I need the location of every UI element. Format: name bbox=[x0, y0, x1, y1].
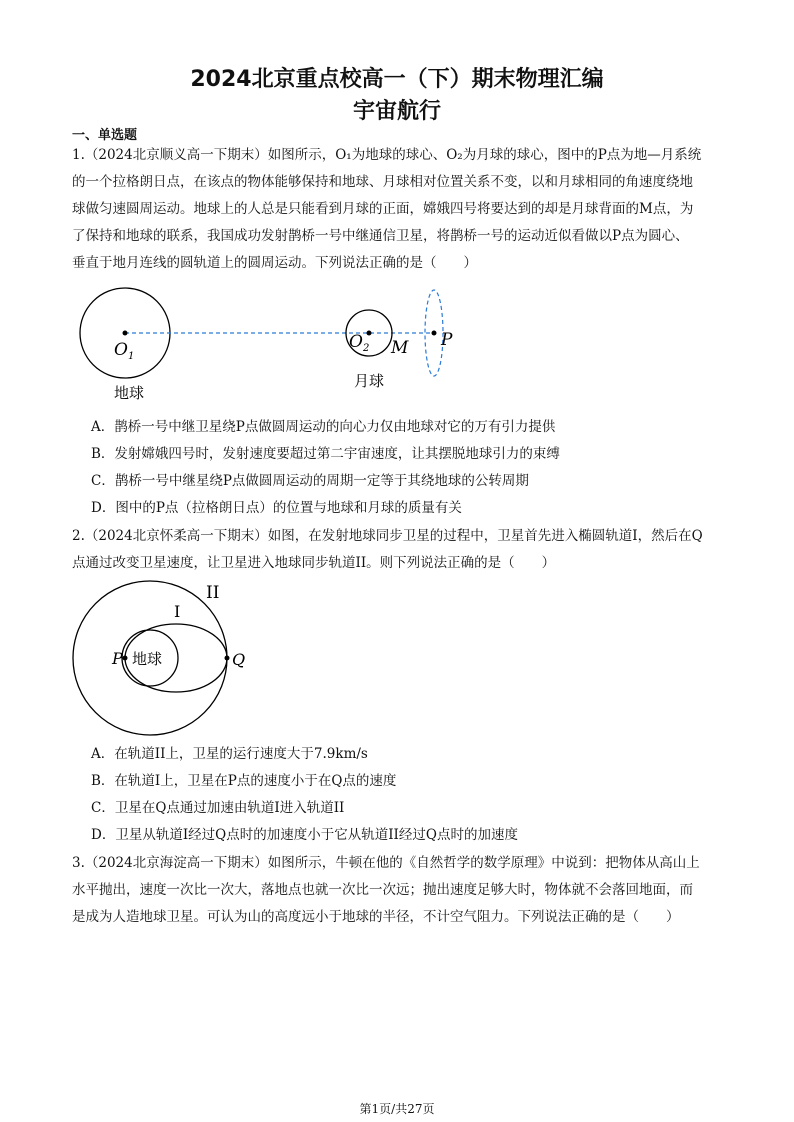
orbit-1-label: I bbox=[174, 602, 181, 621]
q1-option-d: D．图中的P点（拉格朗日点）的位置与地球和月球的质量有关 bbox=[91, 500, 462, 516]
q2-line-1: 2.（2024北京怀柔高一下期末）如图，在发射地球同步卫星的过程中，卫星首先进入椭圆轨道I，然后在Q bbox=[72, 528, 703, 544]
orbit-2-label: II bbox=[206, 583, 220, 603]
page-subtitle: 宇宙航行 bbox=[352, 99, 441, 124]
moon-center-dot bbox=[367, 331, 372, 336]
earth-label: 地球 bbox=[114, 384, 145, 402]
page-footer: 第1页/共27页 bbox=[359, 1102, 435, 1116]
q2-option-a: A．在轨道II上，卫星的运行速度大于7.9km/s bbox=[91, 746, 368, 762]
q1-line-1: 1.（2024北京顺义高一下期末）如图所示，O₁为地球的球心、O₂为月球的球心，图中的P点为地—月系统 bbox=[72, 147, 702, 163]
q1-line-5: 垂直于地月连线的圆轨道上的圆周运动。下列说法正确的是（ ） bbox=[72, 255, 477, 271]
page-title: 2024北京重点校高一（下）期末物理汇编 bbox=[190, 67, 604, 92]
q1-option-c: C．鹊桥一号中继星绕P点做圆周运动的周期一定等于其绕地球的公转周期 bbox=[91, 473, 529, 489]
q2-option-d: D．卫星从轨道I经过Q点时的加速度小于它从轨道II经过Q点时的加速度 bbox=[91, 827, 518, 843]
m-point-label: M bbox=[391, 338, 409, 358]
q3-line-2: 水平抛出，速度一次比一次大，落地点也就一次比一次远；抛出速度足够大时，物体就不会落回地面，而 bbox=[72, 882, 693, 898]
p-point-dot bbox=[123, 656, 128, 661]
q1-option-a: A．鹊桥一号中继卫星绕P点做圆周运动的向心力仅由地球对它的万有引力提供 bbox=[91, 419, 556, 435]
earth-center-dot bbox=[123, 331, 128, 336]
moon-center-label: $O_2$ bbox=[349, 332, 370, 354]
q3-line-1: 3.（2024北京海淀高一下期末）如图所示，牛顿在他的《自然哲学的数学原理》中说到：把物体从高山上 bbox=[72, 855, 700, 871]
q3-line-3: 是成为人造地球卫星。可认为山的高度远小于地球的半径，不计空气阻力。下列说法正确的是（ ） bbox=[72, 909, 680, 925]
q1-line-3: 球做匀速圆周运动。地球上的人总是只能看到月球的正面，嫦娥四号将要达到的却是月球背面的M点，为 bbox=[72, 201, 694, 217]
p-point-label: P bbox=[112, 649, 123, 668]
q2-option-b: B．在轨道I上，卫星在P点的速度小于在Q点的速度 bbox=[91, 773, 397, 789]
q2-option-c: C．卫星在Q点通过加速由轨道I进入轨道II bbox=[91, 800, 345, 816]
q2-line-2: 点通过改变卫星速度，让卫星进入地球同步轨道II。则下列说法正确的是（ ） bbox=[72, 555, 556, 571]
q1-option-b: B．发射嫦娥四号时，发射速度要超过第二宇宙速度，让其摆脱地球引力的束缚 bbox=[91, 446, 560, 462]
p-point-label: P bbox=[441, 330, 453, 350]
section-heading: 一、单选题 bbox=[72, 128, 138, 143]
moon-label: 月球 bbox=[354, 372, 385, 390]
q1-line-2: 的一个拉格朗日点，在该点的物体能够保持和地球、月球相对位置关系不变，以和月球相同的角速度绕地 bbox=[72, 174, 693, 190]
q-point-label: Q bbox=[232, 650, 246, 669]
earth-label: 地球 bbox=[132, 650, 163, 668]
q1-earth-moon-figure bbox=[72, 285, 492, 415]
q2-orbit-figure bbox=[66, 578, 256, 738]
p-point-dot bbox=[432, 331, 437, 336]
q1-line-4: 了保持和地球的联系，我国成功发射鹊桥一号中继通信卫星，将鹊桥一号的运动近似看做以P点为圆心、 bbox=[72, 228, 689, 244]
earth-center-label: $O_1$ bbox=[114, 340, 135, 362]
q-point-dot bbox=[225, 656, 230, 661]
